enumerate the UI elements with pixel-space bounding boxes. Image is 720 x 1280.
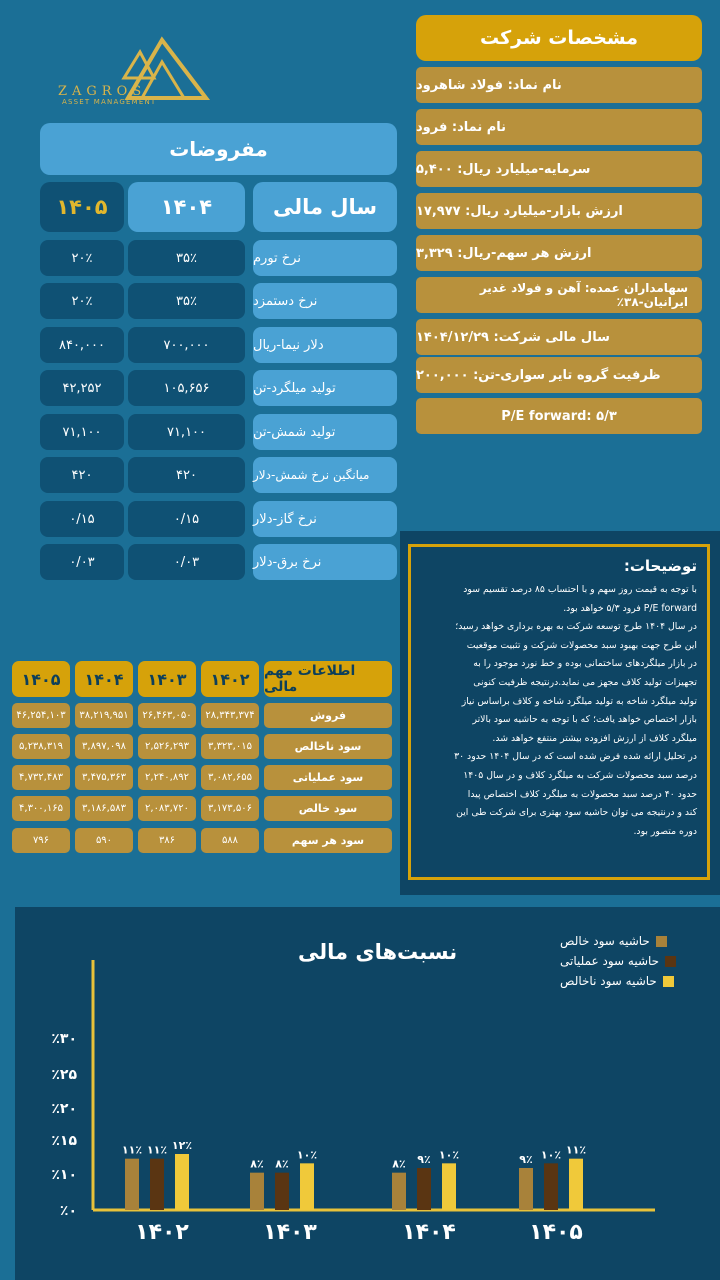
bar-data-label: ۹٪ <box>519 1153 533 1166</box>
assumption-value-1405: ۲۰٪ <box>40 283 124 319</box>
assumption-value-1404: ۰/۱۵ <box>128 501 245 537</box>
assumption-value-1405: ۰/۱۵ <box>40 501 124 537</box>
fin-cell: ۲۸,۳۴۳,۳۷۴ <box>201 703 259 728</box>
assumption-value-1404: ۷۱,۱۰۰ <box>128 414 245 450</box>
notes-line: کند و درنتیجه می توان حاشیه سود بهتری برای شرکت طی این <box>456 807 697 819</box>
notes-box <box>408 544 710 880</box>
fin-cell: ۲,۲۴۰,۸۹۲ <box>138 765 196 790</box>
logo-text: ZAGROS <box>58 84 147 99</box>
legend-swatch <box>656 936 667 947</box>
fin-cell: ۴,۳۰۰,۱۶۵ <box>12 796 70 821</box>
assumption-value-1404: ۴۲۰ <box>128 457 245 493</box>
assumption-label: نرخ برق-دلار <box>253 544 397 580</box>
fin-cell: ۳,۸۹۷,۰۹۸ <box>75 734 133 759</box>
bar-data-label: ۹٪ <box>417 1153 431 1166</box>
assumption-value-1405: ۸۴۰,۰۰۰ <box>40 327 124 363</box>
fin-cell: ۵,۲۳۸,۳۱۹ <box>12 734 70 759</box>
legend-label: حاشیه سود ناخالص <box>560 974 657 988</box>
company-row-pe: P/E forward: ۵/۳ <box>416 398 702 434</box>
notes-line: حدود ۴۰ درصد سبد محصولات به میلگرد کلاف اختصاص پیدا <box>467 788 697 800</box>
fin-cell: ۲۶,۴۶۳,۰۵۰ <box>138 703 196 728</box>
legend-item <box>560 973 674 989</box>
fin-cell: ۴,۷۳۲,۴۸۳ <box>12 765 70 790</box>
bar-data-label: ۱۱٪ <box>146 1143 168 1157</box>
bar-data-label: ۱۱٪ <box>121 1143 143 1157</box>
notes-line: دوره متصور بود. <box>633 825 697 837</box>
notes-line: با توجه به قیمت روز سهم و با احتساب ۸۵ درصد تقسیم سود <box>463 584 697 595</box>
fin-cell: ۲,۵۲۶,۲۹۳ <box>138 734 196 759</box>
notes-line: در بازار میلگردهای ساختمانی بوده و خط نورد موجود را به <box>473 658 697 670</box>
notes-line: این طرح جهت بهبود سبد محصولات شرکت و تثبیت موقعیت <box>466 639 697 651</box>
y-tick-label: ٪۱۵ <box>51 1133 77 1149</box>
assumption-value-1404: ۳۵٪ <box>128 283 245 319</box>
assumption-value-1405: ۷۱,۱۰۰ <box>40 414 124 450</box>
chart-bar <box>300 1163 314 1210</box>
bar-data-label: ۱۱٪ <box>565 1143 587 1157</box>
company-row: نام نماد: فرود <box>416 109 702 145</box>
company-title: مشخصات شرکت <box>416 15 702 61</box>
fin-cell: ۳,۱۸۶,۵۸۳ <box>75 796 133 821</box>
legend-label: حاشیه سود خالص <box>560 934 650 948</box>
y-tick-label: ٪۰ <box>59 1203 77 1219</box>
fin-cell: ۷۹۶ <box>12 828 70 853</box>
chart-bar <box>150 1159 164 1210</box>
notes-line: بازار اختصاص خواهد یافت؛ که با توجه به حاشیه سود بالاتر <box>472 714 697 726</box>
financials-title: اطلاعات مهم مالی <box>264 661 392 697</box>
fin-cell: ۵۸۸ <box>201 828 259 853</box>
company-row: ظرفیت گروه تایر سواری-تن: ۲۰۰,۰۰۰ <box>416 357 702 393</box>
bar-data-label: ۸٪ <box>250 1157 264 1171</box>
bar-data-label: ۸٪ <box>275 1157 289 1171</box>
chart-bar <box>442 1163 456 1210</box>
fin-year-1405: ۱۴۰۵ <box>12 661 70 697</box>
assumption-label: نرخ دستمزد <box>253 283 397 319</box>
bar-data-label: ۱۰٪ <box>296 1148 318 1162</box>
assumption-label: نرخ گاز-دلار <box>253 501 397 537</box>
notes-line: میلگرد کلاف از ارزش افزوده بیشتر منتفع خواهد شد. <box>492 732 697 744</box>
chart-bar <box>417 1168 431 1210</box>
assumption-label: میانگین نرخ شمش-دلار <box>253 457 397 493</box>
assumption-value-1405: ۰/۰۳ <box>40 544 124 580</box>
logo-subtitle: ASSET MANAGEMENT <box>62 98 157 106</box>
company-row: ارزش هر سهم-ریال: ۳,۳۲۹ <box>416 235 702 271</box>
chart-bar <box>569 1159 583 1210</box>
fin-row-label: فروش <box>264 703 392 728</box>
bar-data-label: ۱۰٪ <box>540 1148 562 1162</box>
bar-data-label: ۱۰٪ <box>438 1148 460 1162</box>
fin-cell: ۵۹۰ <box>75 828 133 853</box>
notes-line: درصد سبد محصولات شرکت به میلگرد کلاف و در سال ۱۴۰۵ <box>463 769 697 781</box>
fin-year-1402: ۱۴۰۲ <box>201 661 259 697</box>
assumption-value-1405: ۴۲,۲۵۲ <box>40 370 124 406</box>
y-tick-label: ٪۳۰ <box>51 1031 77 1047</box>
y-tick-label: ٪۲۰ <box>51 1101 77 1117</box>
assumption-value-1405: ۲۰٪ <box>40 240 124 276</box>
company-row: سرمایه-میلیارد ریال: ۵,۴۰۰ <box>416 151 702 187</box>
notes-line: تجهیزات تولید کلاف مجهز می نماید.درنتیجه ظرفیت کنونی <box>473 676 697 688</box>
chart-title: نسبت‌های مالی <box>298 940 458 964</box>
assumption-label: تولید میلگرد-تن <box>253 370 397 406</box>
fin-row-label: سود ناخالص <box>264 734 392 759</box>
legend-item <box>560 953 676 969</box>
notes-body <box>421 581 697 841</box>
x-tick-label: ۱۴۰۵ <box>529 1220 583 1245</box>
company-row: سال مالی شرکت: ۱۴۰۴/۱۲/۲۹ <box>416 319 702 355</box>
notes-line: P/E forward فرود ۵/۳ خواهد بود. <box>563 602 697 614</box>
fin-cell: ۳,۰۸۲,۶۵۵ <box>201 765 259 790</box>
x-tick-label: ۱۴۰۴ <box>402 1220 456 1245</box>
assumption-value-1404: ۳۵٪ <box>128 240 245 276</box>
assumption-label: نرخ تورم <box>253 240 397 276</box>
assumptions-header-label: سال مالی <box>253 182 397 232</box>
notes-title: توضیحات: <box>623 557 697 575</box>
notes-line: در سال ۱۴۰۴ طرح توسعه شرکت به بهره برداری خواهد رسید؛ <box>455 621 697 633</box>
fin-cell: ۳,۴۷۵,۳۶۳ <box>75 765 133 790</box>
fin-row-label: سود عملیاتی <box>264 765 392 790</box>
legend-item <box>560 933 667 949</box>
bar-data-label: ۱۲٪ <box>171 1139 193 1152</box>
assumption-label: دلار نیما-ریال <box>253 327 397 363</box>
company-row: سهامداران عمده: آهن و فولاد غدیر ایرانیان-۳۸٪ <box>416 277 702 313</box>
assumption-label: تولید شمش-تن <box>253 414 397 450</box>
chart-bar <box>544 1163 558 1210</box>
x-tick-label: ۱۴۰۳ <box>263 1220 317 1245</box>
notes-line: تولید میلگرد شاخه به تولید میلگرد شاخه و کلاف براساس نیاز <box>461 695 697 707</box>
assumption-value-1404: ۱۰۵,۶۵۶ <box>128 370 245 406</box>
fin-year-1403: ۱۴۰۳ <box>138 661 196 697</box>
fin-cell: ۳۸,۲۱۹,۹۵۱ <box>75 703 133 728</box>
chart-bar <box>275 1173 289 1210</box>
fin-cell: ۲,۰۸۳,۷۲۰ <box>138 796 196 821</box>
fin-row-label: سود هر سهم <box>264 828 392 853</box>
y-tick-label: ٪۱۰ <box>51 1167 77 1183</box>
chart-bar <box>250 1173 264 1210</box>
assumption-value-1404: ۰/۰۳ <box>128 544 245 580</box>
fin-year-1404: ۱۴۰۴ <box>75 661 133 697</box>
assumptions-year-1404: ۱۴۰۴ <box>128 182 245 232</box>
bar-data-label: ۸٪ <box>392 1157 406 1171</box>
legend-swatch <box>665 956 676 967</box>
fin-cell: ۳۸۶ <box>138 828 196 853</box>
chart-bar <box>392 1173 406 1210</box>
legend-swatch <box>663 976 674 987</box>
x-tick-label: ۱۴۰۲ <box>135 1220 189 1245</box>
y-tick-label: ٪۲۵ <box>51 1067 77 1083</box>
chart-bar <box>175 1154 189 1210</box>
fin-cell: ۳,۳۲۳,۰۱۵ <box>201 734 259 759</box>
assumptions-title: مفروضات <box>40 123 397 175</box>
chart-bar <box>519 1168 533 1210</box>
fin-cell: ۳,۱۷۳,۵۰۶ <box>201 796 259 821</box>
company-row: ارزش بازار-میلیارد ریال: ۱۷,۹۷۷ <box>416 193 702 229</box>
assumption-value-1404: ۷۰۰,۰۰۰ <box>128 327 245 363</box>
fin-cell: ۴۶,۲۵۴,۱۰۳ <box>12 703 70 728</box>
notes-line: در تحلیل ارائه شده فرض شده است که در سال ۱۴۰۴ حدود ۳۰ <box>454 751 697 763</box>
assumptions-year-1405: ۱۴۰۵ <box>40 182 124 232</box>
fin-row-label: سود خالص <box>264 796 392 821</box>
company-row: نام نماد: فولاد شاهرود <box>416 67 702 103</box>
legend-label: حاشیه سود عملیاتی <box>560 954 660 968</box>
chart-bar <box>125 1159 139 1210</box>
assumption-value-1405: ۴۲۰ <box>40 457 124 493</box>
